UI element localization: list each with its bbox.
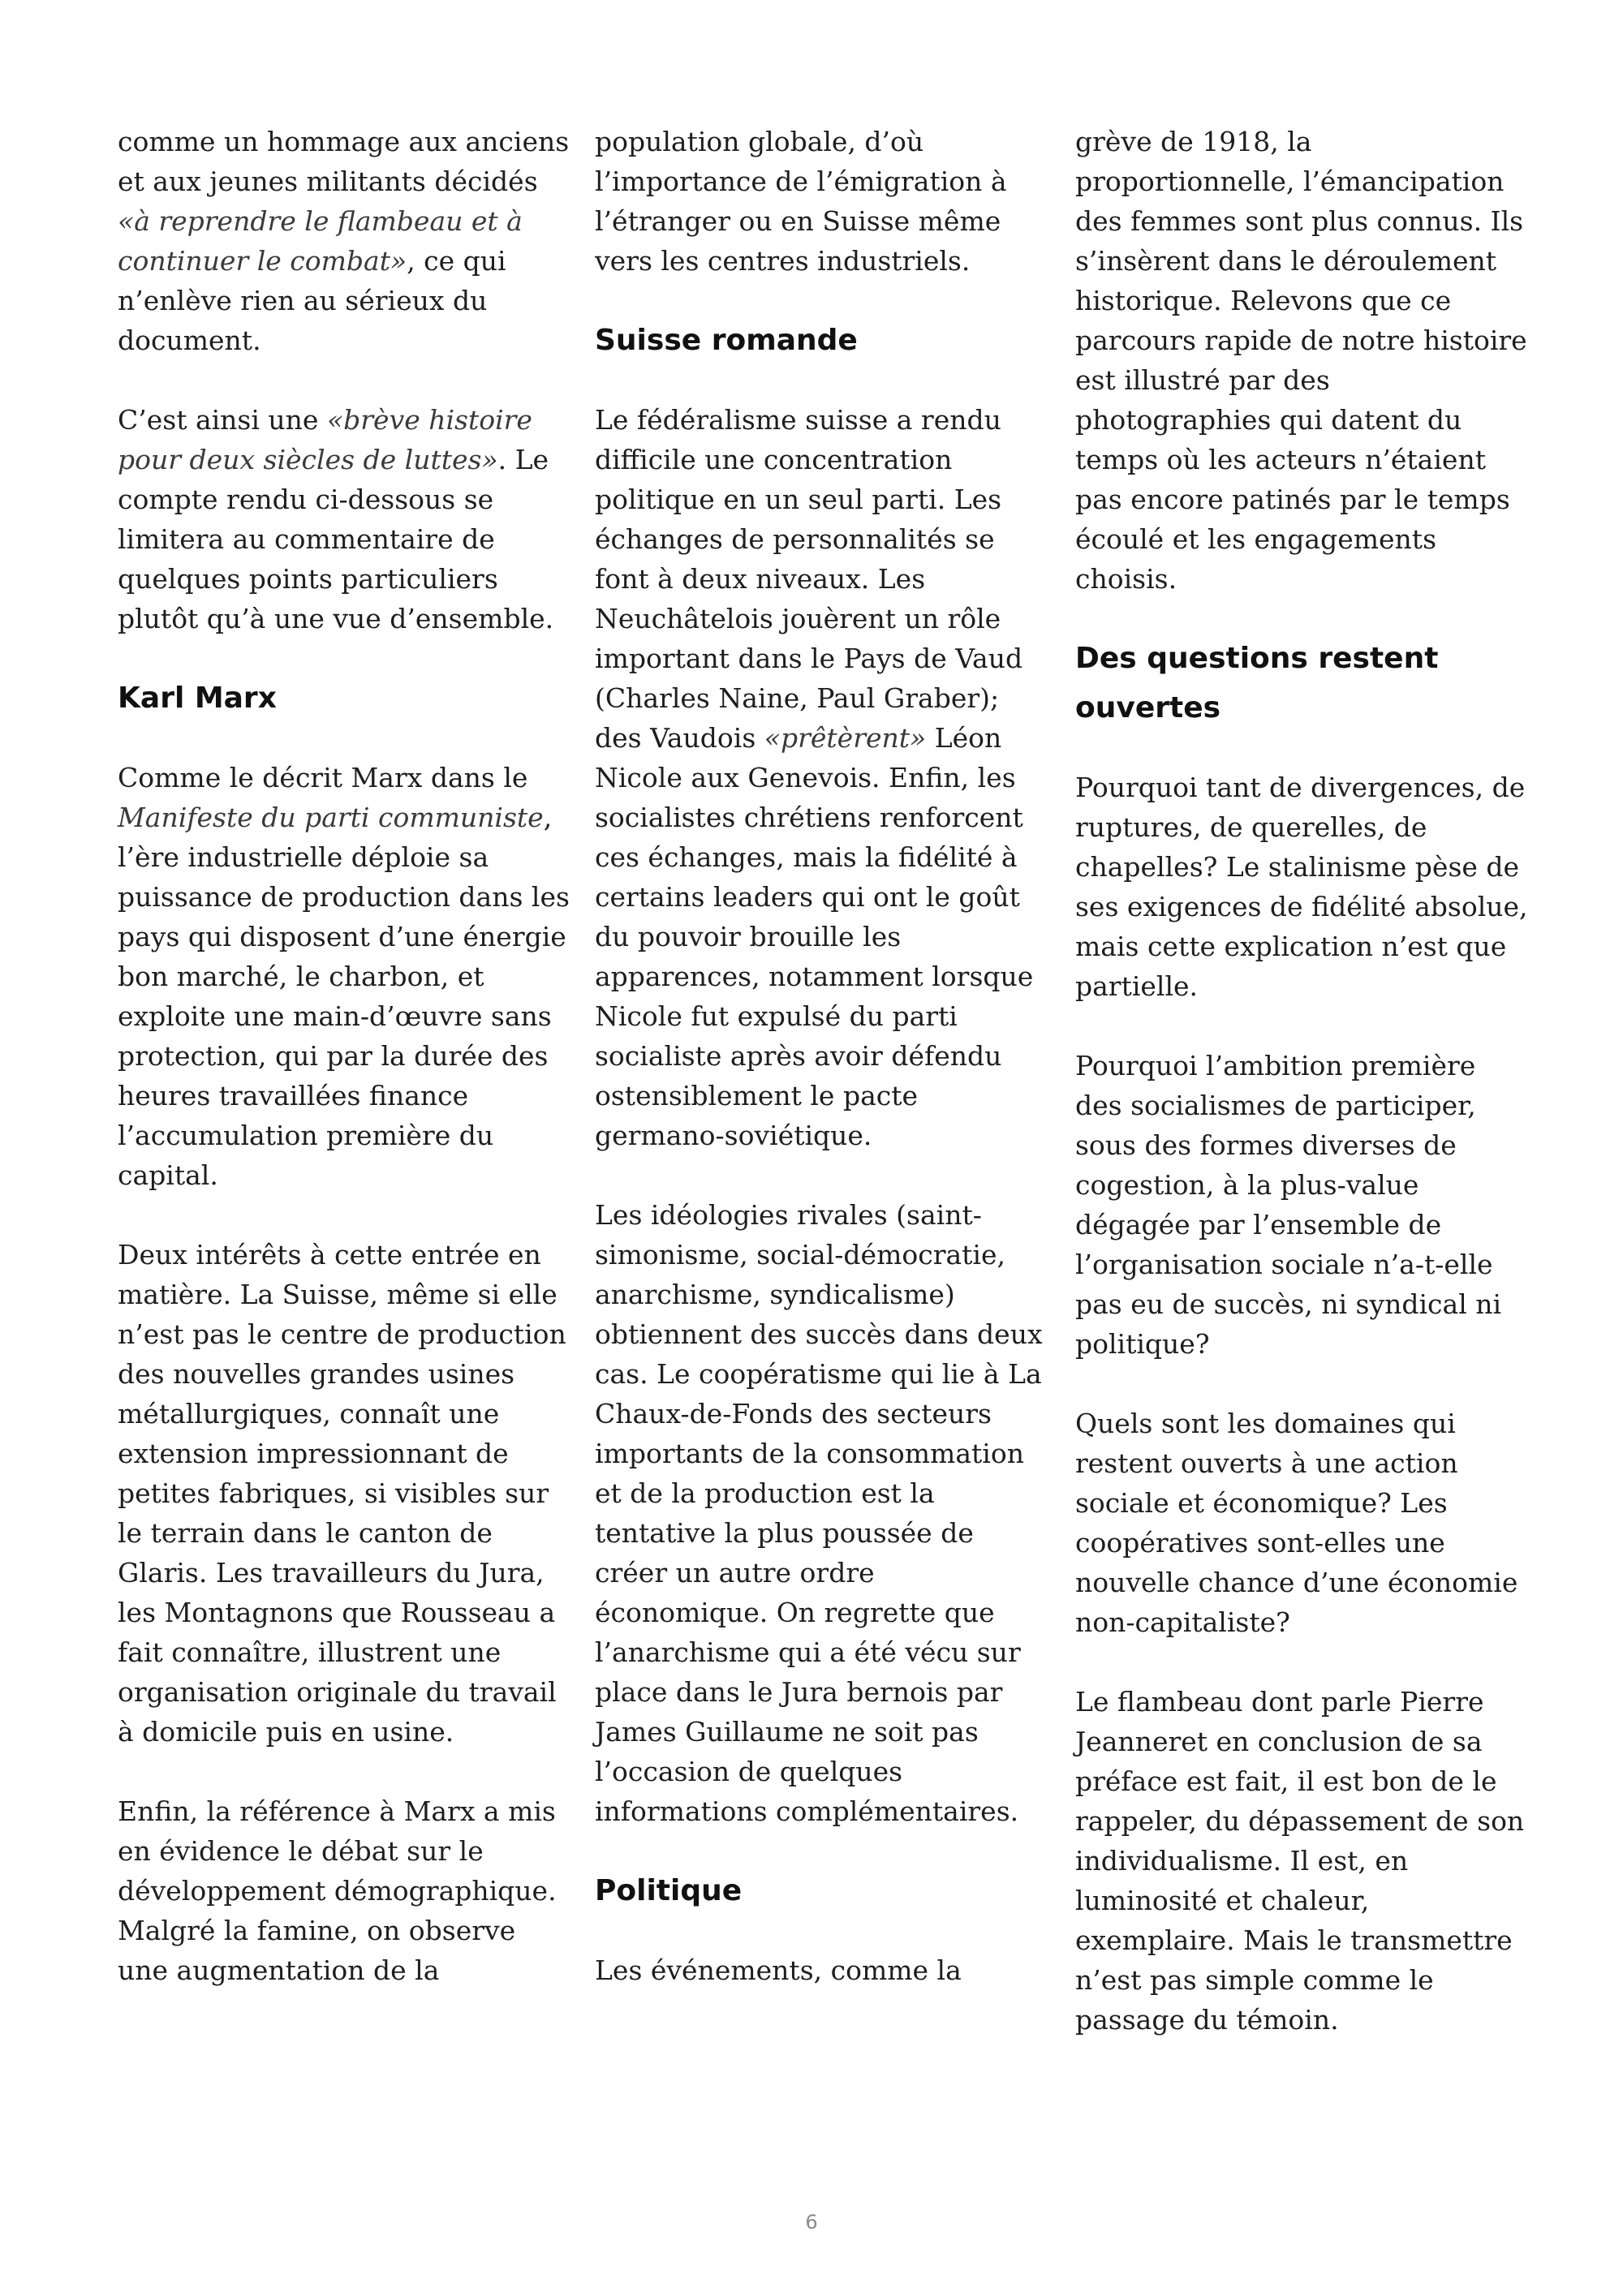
page-number: 6 (805, 2211, 818, 2234)
text-column-1 (118, 122, 572, 1990)
paragraph: Enfin, la référence à Marx a mis en évidence le débat sur le développement démographique. Malgré la famine, on observe une augmentation de la (118, 1795, 557, 1986)
paragraph: Le fédéralisme suisse a rendu difficile une concentration politique en un seul parti. Les échanges de personnalités se font à deux niveaux. Les Neuchâtelois jouèrent un rôle important dans le Pays de Vaud (Charles Naine, Paul Graber); des Vaudois «prêtèrent» Léon Nicole aux Genevois. Enfin, les socialistes chrétiens renforcent ces échanges, mais la fidélité à certains leaders qui ont le goût du pouvoir brouille les apparences, notamment lorsque Nicole fut expulsé du parti socialiste après avoir défendu ostensiblement le pacte germano-soviétique. (595, 404, 1034, 1151)
paragraph: comme un hommage aux anciens et aux jeunes militants décidés «à reprendre le flambeau et à continuer le combat», ce qui n’enlève rien au sérieux du document. (118, 126, 570, 356)
paragraph: Les événements, comme la (595, 1954, 962, 1986)
quotation: «à reprendre le flambeau et à continuer le combat» (118, 205, 523, 277)
paragraph: Les idéologies rivales (saint-simonisme, social-démocratie, anarchisme, syndicalisme) obtiennent des succès dans deux cas. Le coopératisme qui lie à La Chaux-de-Fonds des secteurs importants de la consommation et de la production est la tentative la plus poussée de créer un autre ordre économique. On regrette que l’anarchisme qui a été vécu sur place dans le Jura bernois par James Guillaume ne soit pas l’occasion de quelques informations complémentaires. (595, 1199, 1043, 1827)
quotation: «prêtèrent» (764, 722, 927, 754)
paragraph: Quels sont les domaines qui restent ouverts à une action sociale et économique? Les coopératives sont-elles une nouvelle chance d’une économie non-capitaliste? (1075, 1408, 1518, 1638)
text-column-2 (595, 122, 1049, 1990)
paragraph: grève de 1918, la proportionnelle, l’émancipation des femmes sont plus connus. Ils s’insèrent dans le déroulement historique. Relevons que ce parcours rapide de notre histoire est illustré par des photographies qui datent du temps où les acteurs n’étaient pas encore patinés par le temps écoulé et les engagements choisis. (1075, 126, 1527, 595)
section-heading-politique: Politique (595, 1874, 743, 1907)
section-heading-questions-ouvertes: Des questions restent ouvertes (1075, 642, 1439, 724)
paragraph: Comme le décrit Marx dans le Manifeste du parti communiste, l’ère industrielle déploie sa puissance de production dans les pays qui disposent d’une énergie bon marché, le charbon, et exploite une main-d’œuvre sans protection, qui par la durée des heures travaillées finance l’accumulation première du capital. (118, 762, 570, 1191)
text-column-3 (1075, 122, 1530, 2040)
paragraph: Deux intérêts à cette entrée en matière. La Suisse, même si elle n’est pas le centre de production des nouvelles grandes usines métallurgiques, connaît une extension impressionnant de petites fabriques, si visibles sur le terrain dans le canton de Glaris. Les travailleurs du Jura, les Montagnons que Rousseau a fait connaître, illustrent une organisation originale du travail à domicile puis en usine. (118, 1239, 566, 1748)
paragraph: C’est ainsi une «brève histoire pour deux siècles de luttes». Le compte rendu ci-dessous se limitera au commentaire de quelques points particuliers plutôt qu’à une vue d’ensemble. (118, 404, 554, 634)
paragraph: Pourquoi tant de divergences, de ruptures, de querelles, de chapelles? Le stalinisme pèse de ses exigences de fidélité absolue, mais cette explication n’est que partielle. (1075, 772, 1528, 1002)
paragraph: Le flambeau dont parle Pierre Jeanneret en conclusion de sa préface est fait, il est bon de le rappeler, du dépassement de son individualisme. Il est, en luminosité et chaleur, exemplaire. Mais le transmettre n’est pas simple comme le passage du témoin. (1075, 1686, 1525, 2036)
quotation: «brève histoire pour deux siècles de luttes» (118, 404, 532, 475)
book-title: Manifeste du parti communiste (118, 802, 544, 833)
section-heading-karl-marx: Karl Marx (118, 681, 277, 715)
paragraph: population globale, d’où l’importance de l’émigration à l’étranger ou en Suisse même vers les centres industriels. (595, 126, 1007, 277)
paragraph: Pourquoi l’ambition première des socialismes de participer, sous des formes diverses de cogestion, à la plus-value dégagée par l’ensemble de l’organisation sociale n’a-t-elle pas eu de succès, ni syndical ni politique? (1075, 1050, 1502, 1360)
section-heading-suisse-romande: Suisse romande (595, 324, 858, 357)
